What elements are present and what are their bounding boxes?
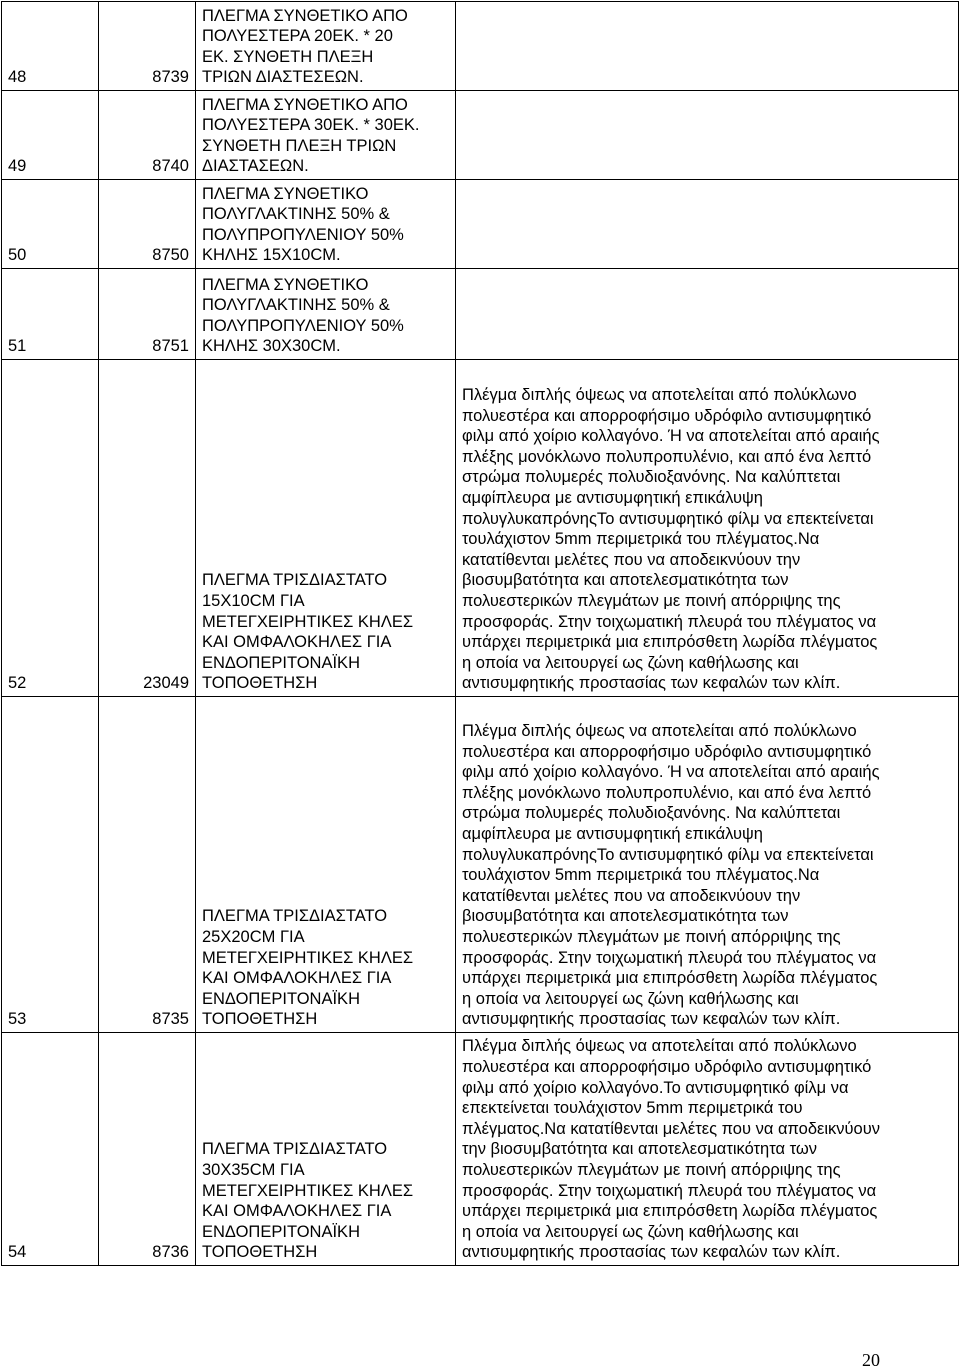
table-row	[2, 269, 959, 360]
item-name: ΠΛΕΓΜΑ ΤΡΙΣΔΙΑΣΤΑΤΟ 25X20CM ΓΙΑ ΜΕΤΕΓΧΕΙΡΗΤΙΚΕΣ ΚΗΛΕΣ ΚΑΙ ΟΜΦΑΛΟΚΗΛΕΣ ΓΙΑ ΕΝΔΟΠΕΡΙΤΟΝΑΪΚΗ ΤΟΠΟΘΕΤΗΣΗ	[202, 907, 414, 1029]
item-code: 8750	[152, 246, 189, 265]
item-name-cell	[196, 180, 456, 269]
item-description: Πλέγμα διπλής όψεως να αποτελείται από πολύκλωνο πολυεστέρα και απορροφήσιμο υδρόφιλο αντισυμφητικό φιλμ από χοίριο κολλαγόνο. Ή να αποτελείται από αραιής πλέξης μονόκλωνο πολυπροπυλένιο, και από ένα λεπτό στρώμα πολυμερές πολυδιοξανόνης. Να καλύπτεται αμφίπλευρα με αντισυμφητική επικάλυψη πολυγλυκαπρόνηςΤο αντισυμφητικό φίλμ να επεκτείνεται τουλάχιστον 5mm περιμετρικά του πλέγματος.Να κατατίθενται μελέτες που να αποδεικνύουν την βιοσυμβατότητα και αποτελεσματικότητα των πολυεστερικών πλεγμάτων με ποινή απόρριψης της προσφοράς. Στην τοιχωματική πλευρά του πλέγματος να υπάρχει περιμετρικά μια επιπρόσθετη λωρίδα πλέγματος η οποία να λειτουργεί ως ζώνη καθήλωσης και αντισυμφητικής προστασίας των κεφαλών των κλίπ.	[462, 722, 880, 1029]
table-row	[2, 1033, 959, 1266]
item-code-cell	[99, 360, 196, 697]
item-number-cell	[2, 91, 99, 180]
item-number: 48	[8, 68, 27, 87]
item-code-cell	[99, 180, 196, 269]
item-number: 50	[8, 246, 27, 265]
item-description: Πλέγμα διπλής όψεως να αποτελείται από πολύκλωνο πολυεστέρα και απορροφήσιμο υδρόφιλο αντισυμφητικό φιλμ από χοίριο κολλαγόνο. Ή να αποτελείται από αραιής πλέξης μονόκλωνο πολυπροπυλένιο, και από ένα λεπτό στρώμα πολυμερές πολυδιοξανόνης. Να καλύπτεται αμφίπλευρα με αντισυμφητική επικάλυψη πολυγλυκαπρόνηςΤο αντισυμφητικό φίλμ να επεκτείνεται τουλάχιστον 5mm περιμετρικά του πλέγματος.Να κατατίθενται μελέτες που να αποδεικνύουν την βιοσυμβατότητα και αποτελεσματικότητα των πολυεστερικών πλεγμάτων με ποινή απόρριψης της προσφοράς. Στην τοιχωματική πλευρά του πλέγματος να υπάρχει περιμετρικά μια επιπρόσθετη λωρίδα πλέγματος η οποία να λειτουργεί ως ζώνη καθήλωσης και αντισυμφητικής προστασίας των κεφαλών των κλίπ.	[462, 386, 880, 693]
item-number-cell	[2, 360, 99, 697]
item-description-cell	[456, 360, 959, 697]
item-name-cell	[196, 2, 456, 91]
item-number: 53	[8, 1010, 27, 1029]
item-number: 54	[8, 1243, 27, 1262]
item-code: 8751	[152, 337, 189, 356]
item-number: 49	[8, 157, 27, 176]
item-code: 23049	[143, 674, 189, 693]
item-code: 8735	[152, 1010, 189, 1029]
table-row	[2, 180, 959, 269]
item-name: ΠΛΕΓΜΑ ΤΡΙΣΔΙΑΣΤΑΤΟ 30X35CM ΓΙΑ ΜΕΤΕΓΧΕΙΡΗΤΙΚΕΣ ΚΗΛΕΣ ΚΑΙ ΟΜΦΑΛΟΚΗΛΕΣ ΓΙΑ ΕΝΔΟΠΕΡΙΤΟΝΑΪΚΗ ΤΟΠΟΘΕΤΗΣΗ	[202, 1140, 414, 1262]
item-code-cell	[99, 697, 196, 1033]
table-row	[2, 91, 959, 180]
item-number: 52	[8, 674, 27, 693]
item-code: 8740	[152, 157, 189, 176]
item-name-cell	[196, 697, 456, 1033]
item-name-cell	[196, 91, 456, 180]
page-number: 20	[862, 1350, 880, 1370]
item-code-cell	[99, 269, 196, 360]
item-number: 51	[8, 337, 27, 356]
item-code: 8736	[152, 1243, 189, 1262]
item-name: ΠΛΕΓΜΑ ΣΥΝΘΕΤΙΚΟ ΑΠΟ ΠΟΛΥΕΣΤΕΡΑ 30ΕΚ. * 30ΕΚ. ΣΥΝΘΕΤΗ ΠΛΕΞΗ ΤΡΙΩΝ ΔΙΑΣΤΑΣΕΩΝ.	[202, 95, 420, 176]
item-name: ΠΛΕΓΜΑ ΤΡΙΣΔΙΑΣΤΑΤΟ 15X10CM ΓΙΑ ΜΕΤΕΓΧΕΙΡΗΤΙΚΕΣ ΚΗΛΕΣ ΚΑΙ ΟΜΦΑΛΟΚΗΛΕΣ ΓΙΑ ΕΝΔΟΠΕΡΙΤΟΝΑΪΚΗ ΤΟΠΟΘΕΤΗΣΗ	[202, 571, 414, 693]
item-code: 8739	[152, 68, 189, 87]
item-name-cell	[196, 1033, 456, 1266]
item-description: Πλέγμα διπλής όψεως να αποτελείται από πολύκλωνο πολυεστέρα και απορροφήσιμο υδρόφιλο αντισυμφητικό φιλμ από χοίριο κολλαγόνο.Το αντισυμφητικό φίλμ να επεκτείνεται τουλάχιστον 5mm περιμετρικά του πλέγματος.Να κατατίθενται μελέτες που να αποδεικνύουν την βιοσυμβατότητα και αποτελεσματικότητα των πολυεστερικών πλεγμάτων με ποινή απόρριψης της προσφοράς. Στην τοιχωματική πλευρά του πλέγματος να υπάρχει περιμετρικά μια επιπρόσθετη λωρίδα πλέγματος η οποία να λειτουργεί ως ζώνη καθήλωσης και αντισυμφητικής προστασίας των κεφαλών των κλίπ.	[462, 1037, 881, 1262]
item-code-cell	[99, 2, 196, 91]
table-row	[2, 697, 959, 1033]
item-name: ΠΛΕΓΜΑ ΣΥΝΘΕΤΙΚΟ ΠΟΛΥΓΛΑΚΤΙΝΗΣ 50% & ΠΟΛΥΠΡΟΠΥΛΕΝΙΟΥ 50% ΚΗΛΗΣ 30Χ30CM.	[202, 275, 404, 356]
item-name-cell	[196, 360, 456, 697]
item-description-cell	[456, 269, 959, 360]
item-code-cell	[99, 91, 196, 180]
item-description-cell	[456, 697, 959, 1033]
item-number-cell	[2, 180, 99, 269]
table-row	[2, 360, 959, 697]
item-number-cell	[2, 697, 99, 1033]
item-name: ΠΛΕΓΜΑ ΣΥΝΘΕΤΙΚΟ ΠΟΛΥΓΛΑΚΤΙΝΗΣ 50% & ΠΟΛΥΠΡΟΠΥΛΕΝΙΟΥ 50% ΚΗΛΗΣ 15Χ10CM.	[202, 184, 404, 265]
item-description-cell	[456, 1033, 959, 1266]
item-name-cell	[196, 269, 456, 360]
table-row	[2, 2, 959, 91]
item-number-cell	[2, 1033, 99, 1266]
item-code-cell	[99, 1033, 196, 1266]
item-number-cell	[2, 2, 99, 91]
item-description-cell	[456, 2, 959, 91]
item-description-cell	[456, 91, 959, 180]
item-number-cell	[2, 269, 99, 360]
items-table	[1, 1, 959, 1266]
item-description-cell	[456, 180, 959, 269]
item-name: ΠΛΕΓΜΑ ΣΥΝΘΕΤΙΚΟ ΑΠΟ ΠΟΛΥΕΣΤΕΡΑ 20ΕΚ. * 20 ΕΚ. ΣΥΝΘΕΤΗ ΠΛΕΞΗ ΤΡΙΩΝ ΔΙΑΣΤΕΣΕΩΝ.	[202, 6, 408, 87]
